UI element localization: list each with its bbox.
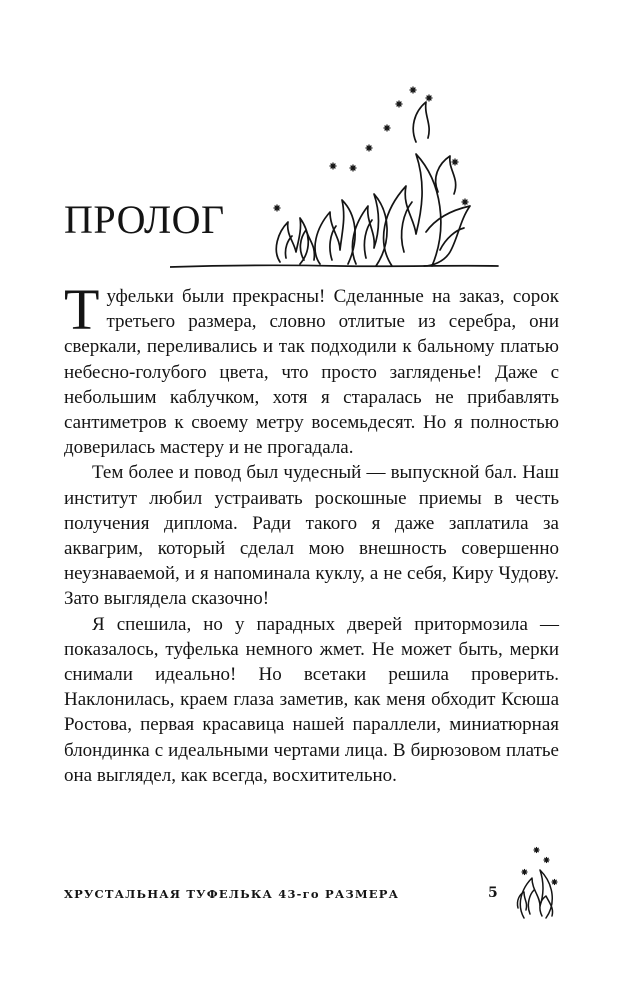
running-footer-title: ХРУСТАЛЬНАЯ ТУФЕЛЬКА 43-го РАЗМЕРА bbox=[64, 887, 400, 901]
chapter-title: ПРОЛОГ bbox=[64, 197, 225, 242]
small-flame-ornament-icon bbox=[512, 842, 564, 922]
drop-cap: Т bbox=[64, 277, 100, 342]
page-number: 5 bbox=[488, 885, 498, 901]
paragraph-3: Я спешила, но у парадных дверей притормозила — показалось, туфелька немного жмет. Не может быть, мерки снимали идеально! Но всетаки решила проверить. Наклонилась, краем глаза заметив, как меня обходит Ксюша Ростова, первая красавица нашей параллели, миниатюрная блондинка с идеальными чертами лица. В бирюзовом платье она выглядел, как всегда, восхитительно. bbox=[64, 613, 559, 786]
chapter-body bbox=[64, 277, 559, 788]
paragraph-2: Тем более и повод был чудесный — выпускной бал. Наш институт любил устраивать роскошные приемы в честь получения диплома. Ради такого я даже заплатила за аквагрим, который сделал мою внешность совершенно неузнаваемой, и я напоминала куклу, а не себя, Киру Чудову. Зато выглядела сказочно! bbox=[64, 462, 559, 610]
flames-ornament-icon bbox=[170, 82, 500, 274]
paragraph-1-text: уфельки были прекрасны! Сделанные на заказ, сорок третьего размера, словно отлитые из серебра, они сверкали, переливались и так подходили к бальному платью небесно-голубого цвета, что просто загляденье! Даже с небольшим каблучком, хотя я старалась не прибавлять сантиметров к своему метру восемьдесят. Но я полностью доверилась мастеру и не прогадала. bbox=[64, 286, 559, 459]
paragraph-1 bbox=[64, 277, 559, 460]
